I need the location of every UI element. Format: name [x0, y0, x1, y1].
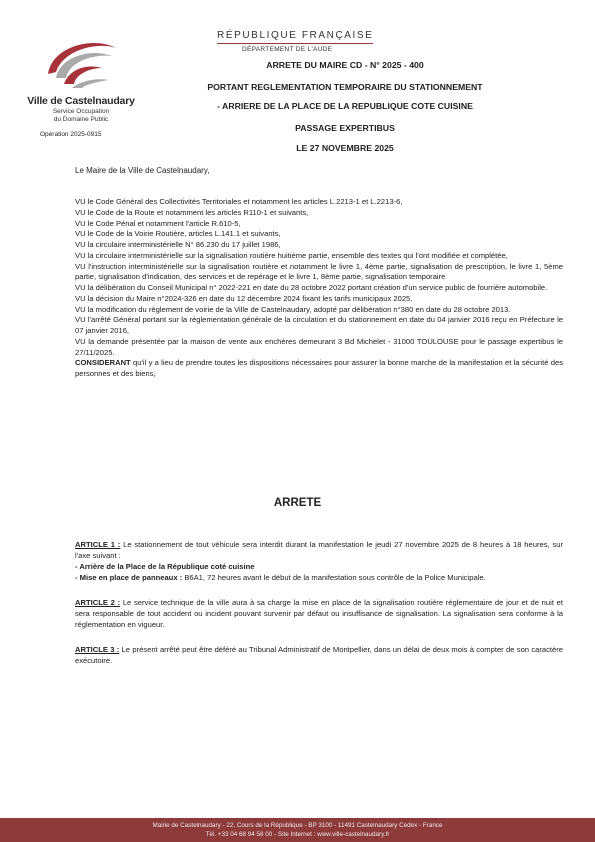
decree-date: LE 27 NOVEMBRE 2025 [296, 143, 394, 153]
consideration-item: VU la modification du règlement de voirie de la Ville de Castelnaudary, adopté par délibération n°380 en date du 28 octobre 2013. [75, 304, 511, 314]
article-3 [75, 644, 563, 666]
article-1-bullet-2 [75, 572, 563, 583]
consideration-item: VU la circulaire interministérielle sur la signalisation routière huitième partie, ensemble des textes qui l'ont modifiée et complétée, [75, 250, 508, 260]
operation-number: Opération 2025-0915 [40, 131, 102, 138]
footer-contact: Tél. +33 04 68 94 58 00 - Site Internet : www.ville-castelnaudary.fr [205, 831, 390, 838]
article-1-bullet-2-text: B6A1, 72 heures avant le début de la manifestation sous contrôle de la Police Municipale. [182, 573, 486, 582]
article-2-label: ARTICLE 2 : [75, 598, 121, 607]
article-1 [75, 539, 563, 561]
consideration-item: VU l'instruction interministérielle sur la signalisation routière et notamment le livre 1, 4ème partie, signalisation de prescription, le livre 1, 5ème partie, signalisation d'indication, des services et de repérage et le livre 1, 8ème partie, signalisation temporaire [75, 261, 563, 282]
page-footer [0, 818, 595, 842]
article-3-text: Le présent arrêté peut être déféré au Tribunal Administratif de Montpellier, dans un délai de deux mois à compter de son caractère exécutoire. [75, 645, 563, 665]
article-1-bullet-2-label: - Mise en place de panneaux : [75, 573, 183, 582]
city-name: Ville de Castelnaudary [27, 95, 135, 107]
decree-number: ARRETE DU MAIRE CD - N° 2025 - 400 [266, 60, 424, 70]
decree-subject: PORTANT REGLEMENTATION TEMPORAIRE DU STATIONNEMENT [207, 82, 483, 92]
republic-title: RÉPUBLIQUE FRANÇAISE [217, 30, 374, 41]
footer-address: Mairie de Castelnaudary - 22, Cours de la République - BP 3100 - 11491 Castelnaudary Cedex - France [152, 822, 443, 829]
article-1-text: Le stationnement de tout véhicule sera interdit durant la manifestation le jeudi 27 novembre 2025 de 8 heures à 18 heures, sur l'axe suivant : [75, 540, 563, 560]
article-1-bullet-1: - Arrière de la Place de la République coté cuisine [75, 562, 255, 571]
consideration-item: VU le Code Général des Collectivités Territoriales et notamment les articles L.2213-1 et L.2213-6, [75, 197, 403, 206]
article-1-label: ARTICLE 1 : [75, 540, 121, 549]
consideration-item: VU la délibération du Conseil Municipal n° 2022-221 en date du 28 octobre 2022 portant création d'un service public de fourrière automobile. [75, 283, 548, 292]
decision-title: ARRETE [273, 497, 322, 509]
articles-section [75, 539, 563, 666]
decree-location: - ARRIERE DE LA PLACE DE LA REPUBLIQUE COTE CUISINE [217, 101, 473, 111]
service-line-1: Service Occupation [52, 108, 110, 115]
considerant-text: qu'il y a lieu de prendre toutes les dispositions nécessaires pour assurer la bonne marche de la manifestation et la sécurité des personnes et des biens, [75, 358, 563, 378]
considerant-paragraph [75, 358, 563, 380]
service-line-2: du Domaine Public [53, 116, 109, 123]
consideration-item: VU le Code de la Route et notamment les articles R110-1 et suivants, [75, 207, 309, 217]
article-3-label: ARTICLE 3 : [75, 645, 120, 654]
article-2-text: Le service technique de la ville aura à sa charge la mise en place de la signalisation routière réglementaire de jour et de nuit et sera responsable de tout accident ou incident pouvant survenir par défaut ou insuffisance de signalisation. La signalisation sera conforme à la réglementation en vigueur. [75, 598, 563, 629]
spacer [75, 630, 563, 644]
consideration-item: VU la circulaire interministérielle N° 86.230 du 17 juillet 1986, [75, 240, 281, 249]
consideration-item: VU la demande présentée par la maison de vente aux enchères demeurant 3 Bd Michelet - 31000 TOULOUSE pour le passage expertibus le 27/11/2025. [75, 336, 563, 357]
spacer [75, 583, 563, 597]
consideration-item: VU l'arrêté Général portant sur la réglementation générale de la circulation et du stationnement en date du 04 janvier 2016 reçu en Préfecture le 07 janvier 2016, [75, 315, 563, 335]
considerations-list [75, 197, 563, 380]
consideration-item: VU la décision du Maire n°2024-326 en date du 12 décembre 2024 fixant les tarifs municipaux 2025. [75, 293, 413, 303]
department-name: DÉPARTEMENT DE L'AUDE [242, 46, 333, 53]
decree-event: PASSAGE EXPERTIBUS [295, 123, 395, 133]
service-name [20, 108, 142, 124]
castelnaudary-logo-icon [42, 34, 122, 90]
republic-divider [217, 43, 373, 44]
consideration-item: VU le Code Pénal et notamment l'article R.610-5, [75, 218, 241, 228]
article-2 [75, 597, 563, 630]
intro-line: Le Maire de la Ville de Castelnaudary, [75, 166, 210, 175]
considerant-label: CONSIDERANT [75, 358, 131, 368]
consideration-item: VU le Code de la Voirie Routière, articles L.141.1 et suivants, [75, 229, 281, 239]
